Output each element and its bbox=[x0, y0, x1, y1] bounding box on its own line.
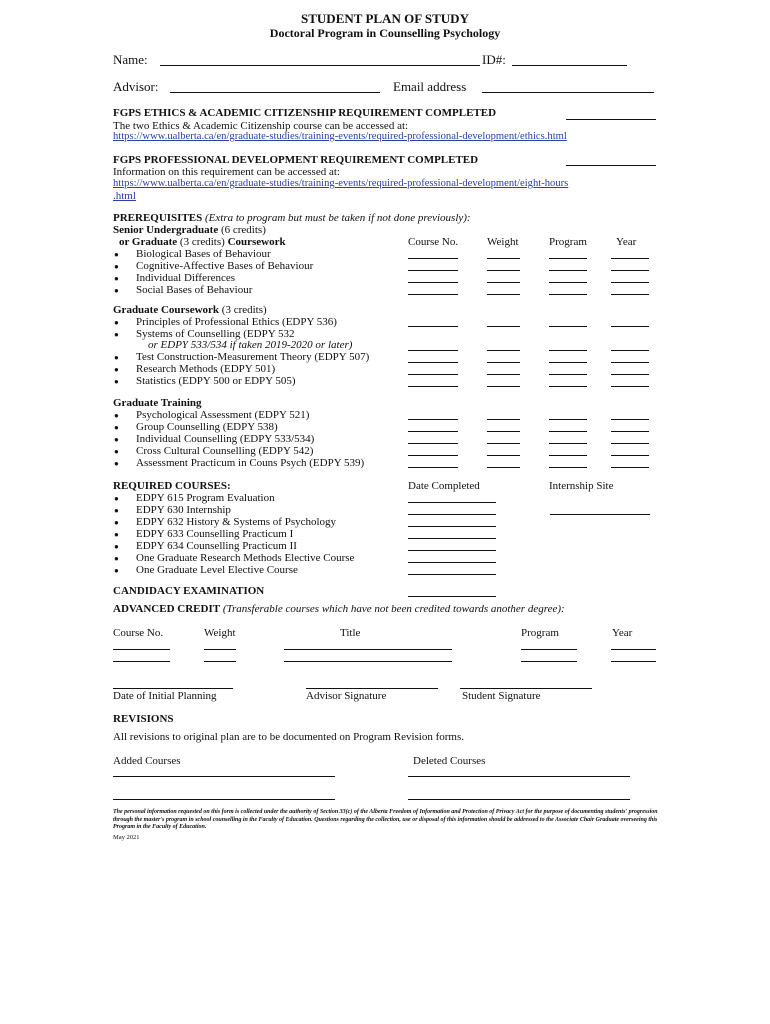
student-signature-field[interactable] bbox=[460, 688, 592, 689]
prereq-item: ● Cognitive-Affective Bases of Behaviour bbox=[136, 260, 313, 272]
prereq-item: ● Social Bases of Behaviour bbox=[136, 284, 252, 296]
page-title: STUDENT PLAN OF STUDY bbox=[301, 11, 469, 26]
added-courses-label: Added Courses bbox=[113, 755, 181, 767]
year-field[interactable] bbox=[611, 362, 649, 363]
course-no-field[interactable] bbox=[408, 258, 458, 259]
grad-coursework-item: ● Statistics (EDPY 500 or EDPY 505) bbox=[136, 375, 296, 387]
date-initial-field[interactable] bbox=[113, 688, 233, 689]
ethics-link[interactable]: https://www.ualberta.ca/en/graduate-studies/training-events/required-professional-development/ethics.html bbox=[113, 131, 567, 142]
weight-field[interactable] bbox=[487, 467, 520, 468]
adv-year-field[interactable] bbox=[611, 649, 656, 650]
advisor-label: Advisor: bbox=[113, 79, 159, 94]
year-field[interactable] bbox=[611, 270, 649, 271]
internship-site-field[interactable] bbox=[550, 514, 650, 515]
program-field[interactable] bbox=[549, 270, 587, 271]
weight-field[interactable] bbox=[487, 282, 520, 283]
year-field[interactable] bbox=[611, 455, 649, 456]
date-completed-field[interactable] bbox=[408, 514, 496, 515]
course-no-field[interactable] bbox=[408, 294, 458, 295]
program-field[interactable] bbox=[549, 362, 587, 363]
page-subtitle: Doctoral Program in Counselling Psychology bbox=[269, 26, 501, 40]
col-weight: Weight bbox=[487, 236, 519, 248]
course-no-field[interactable] bbox=[408, 467, 458, 468]
weight-field[interactable] bbox=[487, 431, 520, 432]
grad-training-item: ● Psychological Assessment (EDPY 521) bbox=[136, 409, 309, 421]
required-item: ● EDPY 630 Internship bbox=[136, 504, 231, 516]
grad-coursework-item: ● Systems of Counselling (EDPY 532 bbox=[136, 328, 295, 340]
adv-weight-field[interactable] bbox=[204, 649, 236, 650]
year-field[interactable] bbox=[611, 294, 649, 295]
adv-course-field[interactable] bbox=[113, 661, 170, 662]
course-no-field[interactable] bbox=[408, 374, 458, 375]
prereq-item: ● Individual Differences bbox=[136, 272, 235, 284]
adv-col-year: Year bbox=[612, 627, 633, 639]
program-field[interactable] bbox=[549, 294, 587, 295]
date-completed-field[interactable] bbox=[408, 574, 496, 575]
or-grad-line: or Graduate (3 credits) Coursework bbox=[119, 236, 286, 248]
required-heading: REQUIRED COURSES: bbox=[113, 480, 231, 492]
grad-coursework-item: ● Test Construction-Measurement Theory (EDPY 507) bbox=[136, 351, 369, 363]
grad-training-item: ● Individual Counselling (EDPY 533/534) bbox=[136, 433, 314, 445]
advisor-signature-field[interactable] bbox=[306, 688, 438, 689]
email-label: Email address bbox=[393, 79, 467, 94]
adv-course-field[interactable] bbox=[113, 649, 170, 650]
prereq-heading: PREREQUISITES bbox=[113, 212, 203, 224]
weight-field[interactable] bbox=[487, 386, 520, 387]
date-completed-field[interactable] bbox=[408, 502, 496, 503]
profdev-completed-field[interactable] bbox=[566, 165, 656, 166]
year-field[interactable] bbox=[611, 467, 649, 468]
adv-col-title: Title bbox=[340, 627, 361, 639]
required-item: ● EDPY 634 Counselling Practicum II bbox=[136, 540, 297, 552]
prereq-note: (Extra to program but must be taken if not done previously): bbox=[205, 212, 471, 224]
weight-field[interactable] bbox=[487, 270, 520, 271]
weight-field[interactable] bbox=[487, 443, 520, 444]
program-field[interactable] bbox=[549, 419, 587, 420]
id-field[interactable] bbox=[512, 65, 627, 66]
candidacy-date-field[interactable] bbox=[408, 596, 496, 597]
year-field[interactable] bbox=[611, 443, 649, 444]
required-item: ● One Graduate Level Elective Course bbox=[136, 564, 298, 576]
program-field[interactable] bbox=[549, 443, 587, 444]
course-no-field[interactable] bbox=[408, 350, 458, 351]
course-no-field[interactable] bbox=[408, 386, 458, 387]
program-field[interactable] bbox=[549, 455, 587, 456]
course-no-field[interactable] bbox=[408, 455, 458, 456]
advanced-heading-line: ADVANCED CREDIT (Transferable courses which have not been credited towards another degree): bbox=[113, 603, 565, 615]
form-date: May 2021 bbox=[113, 834, 140, 841]
grad-coursework-heading: Graduate Coursework (3 credits) bbox=[113, 304, 267, 316]
weight-field[interactable] bbox=[487, 455, 520, 456]
ethics-heading: FGPS ETHICS & ACADEMIC CITIZENSHIP REQUIREMENT COMPLETED bbox=[113, 107, 497, 119]
deleted-course-field[interactable] bbox=[408, 776, 630, 777]
adv-program-field[interactable] bbox=[521, 661, 577, 662]
adv-title-field[interactable] bbox=[284, 649, 452, 650]
adv-col-program: Program bbox=[521, 627, 559, 639]
weight-field[interactable] bbox=[487, 350, 520, 351]
year-field[interactable] bbox=[611, 374, 649, 375]
program-field[interactable] bbox=[549, 386, 587, 387]
grad-coursework-item-note: or EDPY 533/534 if taken 2019-2020 or later) bbox=[148, 339, 353, 351]
advisor-field[interactable] bbox=[170, 92, 380, 93]
course-no-field[interactable] bbox=[408, 431, 458, 432]
weight-field[interactable] bbox=[487, 419, 520, 420]
course-no-field[interactable] bbox=[408, 270, 458, 271]
date-completed-field[interactable] bbox=[408, 550, 496, 551]
revisions-text: All revisions to original plan are to be documented on Program Revision forms. bbox=[113, 731, 465, 743]
course-no-field[interactable] bbox=[408, 282, 458, 283]
required-item: ● One Graduate Research Methods Elective Course bbox=[136, 552, 354, 564]
date-initial-label: Date of Initial Planning bbox=[113, 690, 217, 702]
program-field[interactable] bbox=[549, 258, 587, 259]
weight-field[interactable] bbox=[487, 294, 520, 295]
col-year: Year bbox=[616, 236, 637, 248]
course-no-field[interactable] bbox=[408, 419, 458, 420]
program-field[interactable] bbox=[549, 282, 587, 283]
weight-field[interactable] bbox=[487, 362, 520, 363]
name-label: Name: bbox=[113, 52, 148, 67]
required-item: ● EDPY 632 History & Systems of Psychology bbox=[136, 516, 336, 528]
date-completed-field[interactable] bbox=[408, 526, 496, 527]
prereq-heading-line bbox=[113, 212, 471, 224]
deleted-course-field[interactable] bbox=[408, 799, 630, 800]
revisions-heading: REVISIONS bbox=[113, 713, 174, 725]
added-course-field[interactable] bbox=[113, 799, 335, 800]
profdev-link-cont[interactable]: .html bbox=[113, 190, 136, 202]
date-completed-field[interactable] bbox=[408, 538, 496, 539]
year-field[interactable] bbox=[611, 350, 649, 351]
required-item: ● EDPY 633 Counselling Practicum I bbox=[136, 528, 293, 540]
id-label: ID#: bbox=[482, 52, 506, 67]
year-field[interactable] bbox=[611, 419, 649, 420]
year-field[interactable] bbox=[611, 326, 649, 327]
year-field[interactable] bbox=[611, 431, 649, 432]
program-field[interactable] bbox=[549, 326, 587, 327]
year-field[interactable] bbox=[611, 386, 649, 387]
profdev-info: Information on this requirement can be accessed at: bbox=[113, 166, 340, 178]
year-field[interactable] bbox=[611, 282, 649, 283]
grad-coursework-item: ● Principles of Professional Ethics (EDPY 536) bbox=[136, 316, 337, 328]
email-field[interactable] bbox=[482, 92, 654, 93]
program-field[interactable] bbox=[549, 350, 587, 351]
adv-col-weight: Weight bbox=[204, 627, 236, 639]
adv-col-course: Course No. bbox=[113, 627, 164, 639]
privacy-notice: The personal information requested on this form is collected under the authority of Section 33(c) of the Alberta Freedom of Information and Protection of Privacy Act for the purpose of documenting students' progression through the master's program in school counselling in the Faculty of Education. Questions regarding the collection, use or disposal of this information should be addressed to the Associate Chair Graduate overseeing this Program in the Faculty of Education. bbox=[113, 809, 658, 830]
course-no-field[interactable] bbox=[408, 443, 458, 444]
grad-training-item: ● Group Counselling (EDPY 538) bbox=[136, 421, 278, 433]
adv-weight-field[interactable] bbox=[204, 661, 236, 662]
grad-coursework-item: ● Research Methods (EDPY 501) bbox=[136, 363, 275, 375]
ethics-info: The two Ethics & Academic Citizenship course can be accessed at: bbox=[113, 120, 409, 132]
col-program: Program bbox=[549, 236, 587, 248]
program-field[interactable] bbox=[549, 374, 587, 375]
weight-field[interactable] bbox=[487, 326, 520, 327]
profdev-link[interactable]: https://www.ualberta.ca/en/graduate-studies/training-events/required-professional-development/eight-hours bbox=[113, 178, 569, 189]
grad-training-item: ● Cross Cultural Counselling (EDPY 542) bbox=[136, 445, 313, 457]
program-field[interactable] bbox=[549, 467, 587, 468]
adv-program-field[interactable] bbox=[521, 649, 577, 650]
adv-title-field[interactable] bbox=[284, 661, 452, 662]
student-signature-label: Student Signature bbox=[462, 690, 541, 702]
ethics-completed-field[interactable] bbox=[566, 119, 656, 120]
grad-training-item: ● Assessment Practicum in Couns Psych (EDPY 539) bbox=[136, 457, 364, 469]
profdev-heading: FGPS PROFESSIONAL DEVELOPMENT REQUIREMENT COMPLETED bbox=[113, 154, 479, 166]
course-no-field[interactable] bbox=[408, 326, 458, 327]
date-completed-label: Date Completed bbox=[408, 480, 480, 492]
added-course-field[interactable] bbox=[113, 776, 335, 777]
weight-field[interactable] bbox=[487, 258, 520, 259]
course-no-field[interactable] bbox=[408, 362, 458, 363]
deleted-courses-label: Deleted Courses bbox=[413, 755, 486, 767]
senior-line: Senior Undergraduate (6 credits) bbox=[113, 224, 266, 236]
grad-training-heading: Graduate Training bbox=[113, 397, 202, 409]
candidacy-heading: CANDIDACY EXAMINATION bbox=[113, 585, 265, 597]
col-course-no: Course No. bbox=[408, 236, 459, 248]
prereq-item: ● Biological Bases of Behaviour bbox=[136, 248, 271, 260]
date-completed-field[interactable] bbox=[408, 562, 496, 563]
name-field[interactable] bbox=[160, 65, 480, 66]
weight-field[interactable] bbox=[487, 374, 520, 375]
internship-site-label: Internship Site bbox=[549, 480, 614, 492]
program-field[interactable] bbox=[549, 431, 587, 432]
required-item: ● EDPY 615 Program Evaluation bbox=[136, 492, 275, 504]
adv-year-field[interactable] bbox=[611, 661, 656, 662]
year-field[interactable] bbox=[611, 258, 649, 259]
advisor-signature-label: Advisor Signature bbox=[306, 690, 387, 702]
